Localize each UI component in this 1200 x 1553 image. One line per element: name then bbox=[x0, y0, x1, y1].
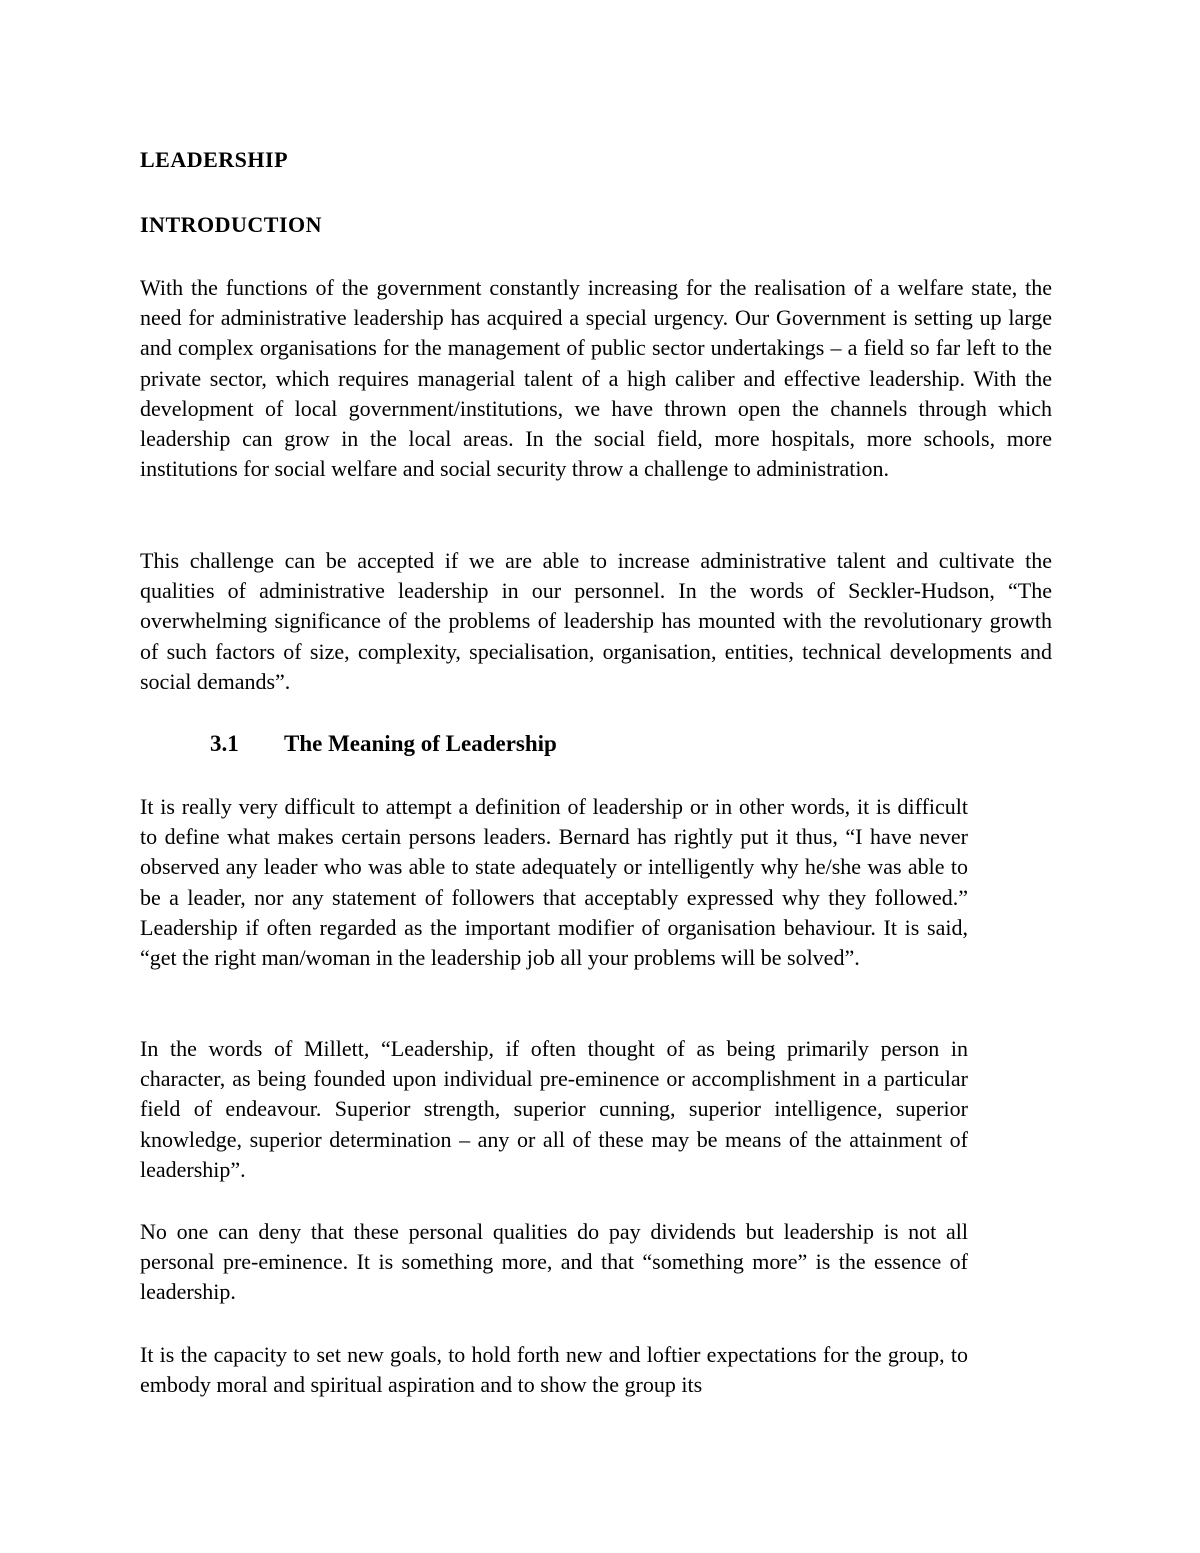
section-title: The Meaning of Leadership bbox=[284, 731, 557, 756]
meaning-paragraph-2: In the words of Millett, “Leadership, if often thought of as being primarily person in character, as being founded upon individual pre-eminence or accomplishment in a particular field of endeavour. Superior strength, superior cunning, superior intelligence, superior knowledge, superior determination – any or all of these may be means of the attainment of leadership”. bbox=[140, 1036, 968, 1182]
intro-paragraph-2: This challenge can be accepted if we are able to increase administrative talent and cultivate the qualities of administrative leadership in our personnel. In the words of Seckler-Hudson, “The overwhelming significance of the problems of leadership has mounted with the revolutionary growth of such factors of size, complexity, specialisation, organisation, entities, technical developments and social demands”. bbox=[140, 548, 1052, 694]
section-heading bbox=[210, 728, 557, 760]
meaning-paragraph-1: It is really very difficult to attempt a definition of leadership or in other words, it is difficult to define what makes certain persons leaders. Bernard has rightly put it thus, “I have never observed any leader who was able to state adequately or intelligently why he/she was able to be a leader, nor any statement of followers that acceptably expressed why they followed.” Leadership if often regarded as the important modifier of organisation behaviour. It is said, “get the right man/woman in the leadership job all your problems will be solved”. bbox=[140, 794, 968, 971]
meaning-paragraph-3: No one can deny that these personal qualities do pay dividends but leadership is not all personal pre-eminence. It is something more, and that “something more” is the essence of leadership. bbox=[140, 1219, 968, 1305]
meaning-paragraph-4: It is the capacity to set new goals, to hold forth new and loftier expectations for the group, to embody moral and spiritual aspiration and to show the group its bbox=[140, 1342, 968, 1398]
section-number: 3.1 bbox=[210, 731, 239, 756]
document-title: LEADERSHIP bbox=[140, 147, 289, 172]
intro-paragraph-1: With the functions of the government constantly increasing for the realisation of a welfare state, the need for administrative leadership has acquired a special urgency. Our Government is setting up large and complex organisations for the management of public sector undertakings – a field so far left to the private sector, which requires managerial talent of a high caliber and effective leadership. With the development of local government/institutions, we have thrown open the channels through which leadership can grow in the local areas. In the social field, more hospitals, more schools, more institutions for social welfare and social security throw a challenge to administration. bbox=[140, 275, 1052, 482]
introduction-heading: INTRODUCTION bbox=[140, 212, 323, 237]
